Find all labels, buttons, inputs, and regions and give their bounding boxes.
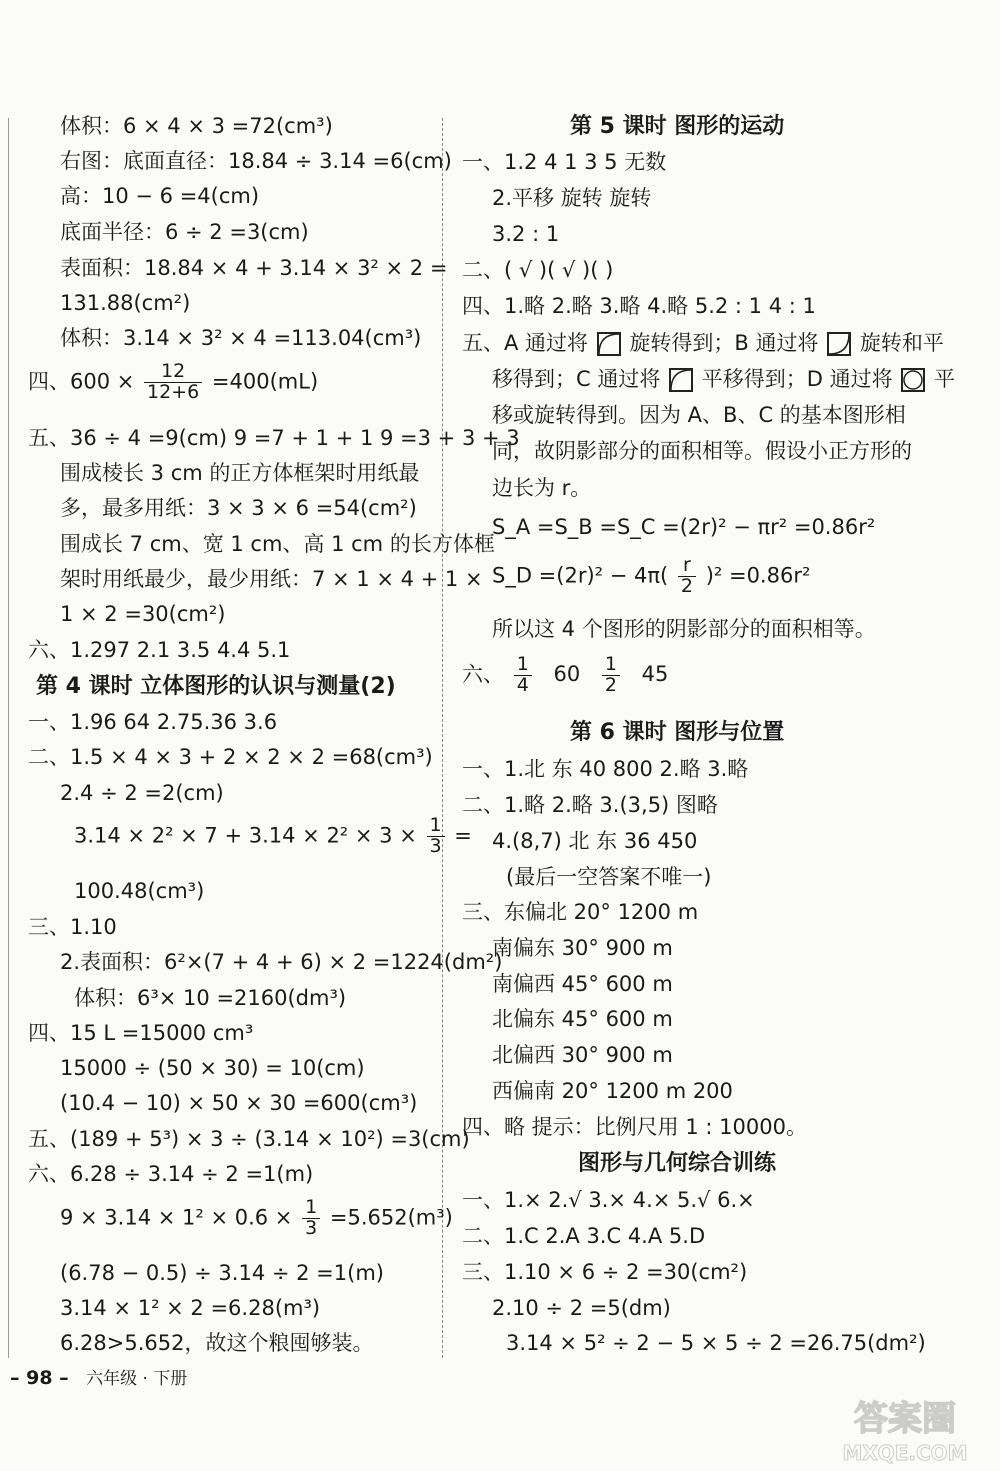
answer-line: 北偏东 45° 600 m	[492, 1007, 673, 1031]
answer-text: 四、600 ×	[28, 369, 135, 394]
answer-line: 四、1.略 2.略 3.略 4.略 5.2 : 1 4 : 1	[462, 294, 816, 318]
fraction-denominator: 4	[514, 675, 532, 696]
answer-line: 三、东偏北 20° 1200 m	[462, 900, 699, 924]
answer-line: 二、1.5 × 4 × 3 + 2 × 2 × 2 =68(cm³)	[28, 745, 433, 769]
answer-line: 六、1.297 2.1 3.5 4.4 5.1	[28, 638, 291, 662]
answer-line: (10.4 − 10) × 50 × 30 =600(cm³)	[60, 1091, 418, 1115]
answer-line: 一、1.96 64 2.75.36 3.6	[28, 710, 278, 734]
answer-text: 五、A 通过将	[462, 331, 589, 355]
answer-line: 边长为 r。	[492, 476, 592, 500]
answer-line-fraction	[462, 655, 668, 696]
answer-text: 平移得到；D 通过将	[701, 367, 893, 391]
page-footer	[10, 1364, 187, 1389]
answer-line: 6.28>5.652，故这个粮囤够装。	[60, 1331, 374, 1355]
left-margin-rule	[8, 118, 9, 1358]
fraction-denominator: 2	[602, 675, 620, 696]
answer-text: 移得到；C 通过将	[492, 367, 661, 391]
answer-line: S_A =S_B =S_C =(2r)² − πr² =0.86r²	[492, 515, 876, 539]
answer-line: 100.48(cm³)	[74, 879, 205, 903]
answer-line: 二、( √ )( √ )( )	[462, 258, 614, 282]
watermark-url: MXQE.COM	[842, 1441, 968, 1465]
answer-text: =400(mL)	[211, 369, 319, 394]
watermark-text: 答案圈	[854, 1399, 956, 1439]
answer-line: 3.2 : 1	[492, 222, 560, 246]
answer-line: 131.88(cm²)	[60, 291, 191, 315]
fraction-numerator: 1	[305, 1196, 318, 1218]
answer-line: 2.10 ÷ 2 =5(dm)	[492, 1296, 671, 1320]
answer-line: 多，最多用纸：3 × 3 × 6 =54(cm²)	[60, 496, 417, 520]
answer-line: 2.4 ÷ 2 =2(cm)	[60, 781, 224, 805]
answer-line: 一、1.2 4 1 3 5 无数	[462, 150, 667, 174]
fraction	[427, 816, 445, 857]
answer-line: 三、1.10 × 6 ÷ 2 =30(cm²)	[462, 1260, 748, 1284]
fraction-numerator: 1	[604, 653, 617, 675]
fraction	[144, 362, 202, 403]
answer-line-figures	[462, 331, 944, 356]
answer-text: 旋转得到；B 通过将	[629, 331, 819, 355]
answer-text: S_D =(2r)² − 4π(	[492, 563, 669, 588]
answer-line: 右图：底面直径：18.84 ÷ 3.14 =6(cm)	[60, 149, 452, 173]
column-divider	[442, 118, 443, 1358]
answer-line: 北偏西 30° 900 m	[492, 1043, 673, 1067]
answer-line: 西偏南 20° 1200 m 200	[492, 1079, 733, 1103]
answer-text: 六、	[462, 662, 504, 687]
shape-d-icon	[901, 368, 925, 392]
answer-text: 45	[641, 662, 669, 687]
answer-line: 2.表面积：6²×(7 + 4 + 6) × 2 =1224(dm²)	[60, 950, 503, 974]
answer-line: 三、1.10	[28, 915, 117, 939]
answer-text: 60	[553, 662, 581, 687]
answer-line: 二、1.C 2.A 3.C 4.A 5.D	[462, 1224, 706, 1248]
answer-line-fraction	[60, 1198, 453, 1239]
shape-b-icon	[827, 332, 851, 356]
fraction-numerator: 1	[429, 814, 442, 836]
answer-line: 南偏东 30° 900 m	[492, 936, 673, 960]
section-heading: 第 4 课时 立体图形的认识与测量(2)	[36, 674, 396, 699]
answer-line: 六、6.28 ÷ 3.14 ÷ 2 =1(m)	[28, 1162, 314, 1186]
answer-line: 底面半径：6 ÷ 2 =3(cm)	[60, 220, 309, 244]
answer-line: 1 × 2 =30(cm²)	[60, 602, 226, 626]
answer-line: 2.平移 旋转 旋转	[492, 186, 652, 210]
answer-line: 二、1.略 2.略 3.(3,5) 图略	[462, 793, 718, 817]
answer-text: 3.14 × 2² × 7 + 3.14 × 2² × 3 ×	[74, 823, 417, 848]
fraction-denominator: 3	[302, 1218, 320, 1239]
answer-line: 一、1.北 东 40 800 2.略 3.略	[462, 757, 749, 781]
answer-line: 一、1.× 2.√ 3.× 4.× 5.√ 6.×	[462, 1188, 755, 1212]
answer-text: 平	[933, 367, 955, 391]
answer-line-fraction	[74, 816, 472, 857]
answer-text: =5.652(m³)	[329, 1205, 453, 1230]
fraction-numerator: 1	[516, 653, 529, 675]
fraction-denominator: 3	[427, 836, 445, 857]
answer-line: 3.14 × 1² × 2 =6.28(m³)	[60, 1296, 321, 1320]
grade-label: 六年级 · 下册	[86, 1369, 188, 1389]
answer-line: 体积：3.14 × 3² × 4 =113.04(cm³)	[60, 326, 422, 350]
page-number: – 98 –	[10, 1367, 69, 1389]
answer-line: 南偏西 45° 600 m	[492, 972, 673, 996]
answer-line: 体积：6 × 4 × 3 =72(cm³)	[60, 114, 333, 138]
answer-line: 围成棱长 3 cm 的正方体框架时用纸最	[60, 461, 420, 485]
shape-c-icon	[669, 368, 693, 392]
section-heading: 图形与几何综合训练	[578, 1151, 777, 1176]
fraction-numerator: r	[683, 554, 691, 576]
answer-line: 五、36 ÷ 4 =9(cm) 9 =7 + 1 + 1 9 =3 + 3 + 3	[28, 426, 520, 450]
answer-line: 四、15 L =15000 cm³	[28, 1021, 254, 1045]
answer-line: 四、略 提示：比例尺用 1 : 10000。	[462, 1115, 807, 1139]
fraction	[302, 1198, 320, 1239]
answer-line: 高：10 − 6 =4(cm)	[60, 184, 260, 208]
fraction	[602, 655, 620, 696]
answer-line: 4.(8,7) 北 东 36 450	[492, 829, 698, 853]
answer-text: 9 × 3.14 × 1² × 0.6 ×	[60, 1205, 293, 1230]
section-heading: 第 6 课时 图形与位置	[570, 720, 785, 745]
answer-text: )² =0.86r²	[705, 563, 811, 588]
answer-text: =	[454, 823, 472, 848]
answer-line: 3.14 × 5² ÷ 2 − 5 × 5 ÷ 2 =26.75(dm²)	[506, 1331, 926, 1355]
fraction	[678, 556, 696, 597]
fraction-numerator: 12	[161, 360, 186, 382]
answer-line-figures	[492, 367, 955, 392]
answer-line: 移或旋转得到。因为 A、B、C 的基本图形相	[492, 403, 906, 427]
shape-a-icon	[597, 332, 621, 356]
answer-line: (最后一空答案不唯一)	[506, 865, 712, 889]
answer-line-fraction	[28, 362, 318, 403]
answer-line: 体积：6³× 10 =2160(dm³)	[74, 986, 347, 1010]
answer-line: 五、(189 + 5³) × 3 ÷ (3.14 × 10²) =3(cm)	[28, 1127, 470, 1151]
answer-line: 架时用纸最少，最少用纸：7 × 1 × 4 + 1 ×	[60, 567, 483, 591]
answer-text: 旋转和平	[859, 331, 944, 355]
answer-line: 所以这 4 个图形的阴影部分的面积相等。	[492, 617, 876, 641]
answer-line: 同，故阴影部分的面积相等。假设小正方形的	[492, 439, 912, 463]
watermark-logo	[820, 1390, 990, 1466]
fraction-denominator: 12+6	[144, 382, 202, 403]
answer-line-fraction	[492, 556, 810, 597]
answer-line: (6.78 − 0.5) ÷ 3.14 ÷ 2 =1(m)	[60, 1261, 384, 1285]
fraction	[514, 655, 532, 696]
answer-line: 15000 ÷ (50 × 30) = 10(cm)	[60, 1056, 365, 1080]
answer-line: 围成长 7 cm、宽 1 cm、高 1 cm 的长方体框	[60, 532, 495, 556]
answer-line: 表面积：18.84 × 4 + 3.14 × 3² × 2 =	[60, 256, 448, 280]
section-heading: 第 5 课时 图形的运动	[570, 114, 785, 139]
fraction-denominator: 2	[678, 576, 696, 597]
